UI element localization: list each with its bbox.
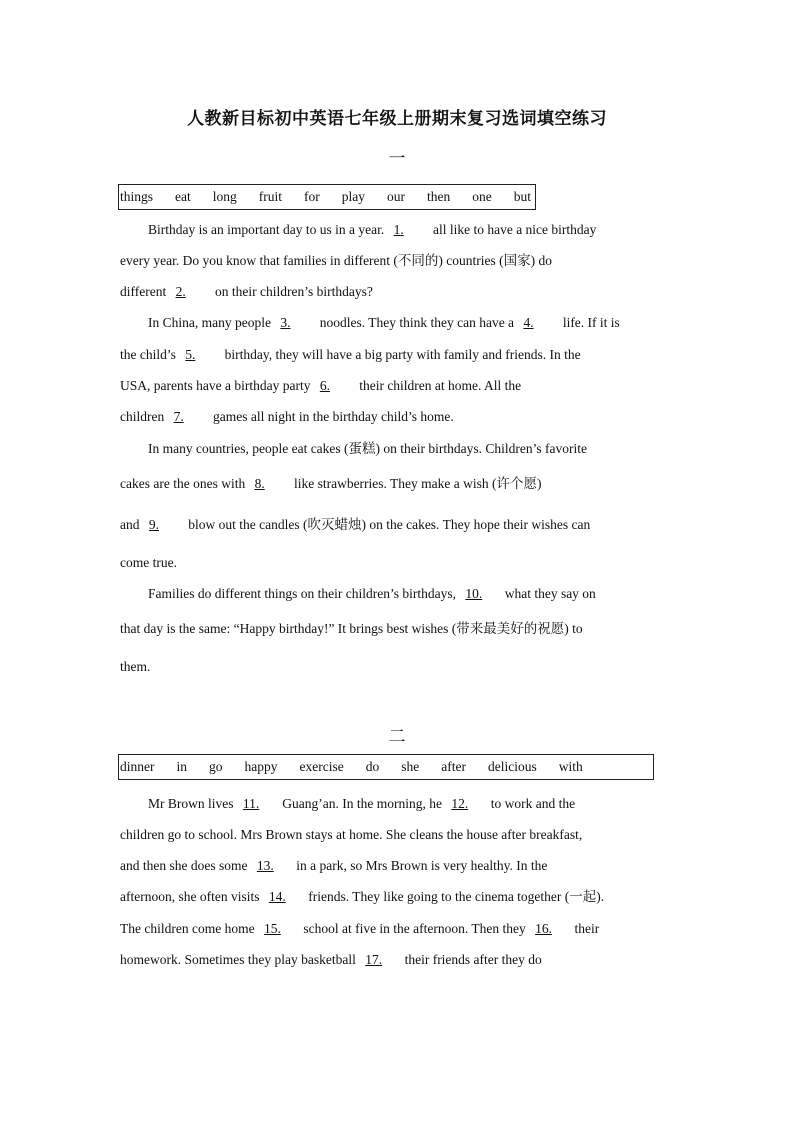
line-text: noodles. They think they can have a xyxy=(316,315,518,330)
line-text: different xyxy=(120,284,170,299)
word-bank-item: play xyxy=(341,189,366,204)
line-text: in a park, so Mrs Brown is very healthy. In the xyxy=(292,858,548,873)
word-bank-item: go xyxy=(209,759,223,774)
line-text: and xyxy=(120,517,143,532)
passage-line xyxy=(148,585,596,603)
word-bank-item: she xyxy=(401,759,420,774)
answer-blank: 9. xyxy=(148,517,159,532)
line-text: children xyxy=(120,409,168,424)
word-bank-item: one xyxy=(472,189,492,204)
line-text: children go to school. Mrs Brown stays at home. She cleans the house after breakfast, xyxy=(120,827,583,842)
passage-line xyxy=(148,314,620,332)
passage-line xyxy=(120,888,604,906)
answer-blank: 5. xyxy=(185,347,196,362)
word-bank-item: for xyxy=(304,189,320,204)
word-bank-1 xyxy=(118,184,536,210)
line-text: birthday, they will have a big party with family and friends. In the xyxy=(221,347,581,362)
line-text: afternoon, she often visits xyxy=(120,889,263,904)
word-bank-item: eat xyxy=(175,189,191,204)
line-text: Guang’an. In the morning, he xyxy=(278,796,446,811)
line-text: life. If it is xyxy=(559,315,620,330)
passage-line xyxy=(120,283,373,301)
line-text: every year. Do you know that families in different (不同的) countries (国家) do xyxy=(120,253,553,268)
line-text: The children come home xyxy=(120,921,258,936)
passage-line xyxy=(120,252,552,270)
line-text: them. xyxy=(120,659,151,674)
word-bank-item: exercise xyxy=(299,759,344,774)
word-bank-item: happy xyxy=(244,759,278,774)
word-bank-item: but xyxy=(513,189,532,204)
line-text: games all night in the birthday child’s home. xyxy=(209,409,454,424)
line-text: friends. They like going to the cinema together (一起). xyxy=(304,889,605,904)
line-text: homework. Sometimes they play basketball xyxy=(120,952,360,967)
line-text: come true. xyxy=(120,555,177,570)
passage-line xyxy=(120,346,581,364)
word-bank-item: do xyxy=(365,759,380,774)
passage-line xyxy=(120,516,590,534)
passage-line xyxy=(120,554,177,572)
answer-blank: 13. xyxy=(256,858,274,873)
answer-blank: 15. xyxy=(263,921,281,936)
word-bank-item: things xyxy=(120,189,154,204)
line-text: on their children’s birthdays? xyxy=(211,284,373,299)
answer-blank: 3. xyxy=(280,315,291,330)
line-text: In many countries, people eat cakes (蛋糕) on their birthdays. Children’s favorite xyxy=(148,441,587,456)
answer-blank: 11. xyxy=(242,796,260,811)
word-bank-item: after xyxy=(441,759,466,774)
line-text: like strawberries. They make a wish (许个愿) xyxy=(290,476,542,491)
passage-line xyxy=(120,620,583,638)
answer-blank: 1. xyxy=(393,222,404,237)
section-number-2: 二 xyxy=(388,727,406,747)
line-text: the child’s xyxy=(120,347,180,362)
passage-line xyxy=(120,826,582,844)
section-number-1: 一 xyxy=(388,149,406,169)
line-text: Families do different things on their children’s birthdays, xyxy=(148,586,460,601)
word-bank-2 xyxy=(118,754,654,780)
line-text: In China, many people xyxy=(148,315,275,330)
line-text: their children at home. All the xyxy=(355,378,522,393)
word-bank-item: fruit xyxy=(258,189,283,204)
word-bank-item: in xyxy=(176,759,188,774)
word-bank-item: then xyxy=(427,189,451,204)
line-text: USA, parents have a birthday party xyxy=(120,378,314,393)
line-text: Birthday is an important day to us in a year. xyxy=(148,222,388,237)
passage-line xyxy=(120,408,454,426)
line-text: blow out the candles (吹灭蜡烛) on the cakes. They hope their wishes can xyxy=(184,517,591,532)
answer-blank: 2. xyxy=(175,284,186,299)
word-bank-item: our xyxy=(387,189,406,204)
passage-line xyxy=(148,221,596,239)
passage-line xyxy=(120,377,521,395)
line-text: Mr Brown lives xyxy=(148,796,237,811)
answer-blank: 12. xyxy=(451,796,469,811)
answer-blank: 7. xyxy=(173,409,184,424)
word-bank-item: with xyxy=(558,759,583,774)
line-text: to work and the xyxy=(487,796,576,811)
answer-blank: 17. xyxy=(365,952,383,967)
passage-line xyxy=(120,857,547,875)
line-text: their xyxy=(571,921,600,936)
line-text: cakes are the ones with xyxy=(120,476,249,491)
line-text: what they say on xyxy=(501,586,596,601)
line-text: that day is the same: “Happy birthday!” It brings best wishes (带来最美好的祝愿) to xyxy=(120,621,583,636)
passage-line xyxy=(120,920,599,938)
answer-blank: 4. xyxy=(523,315,534,330)
answer-blank: 16. xyxy=(535,921,553,936)
line-text: their friends after they do xyxy=(401,952,542,967)
page-title: 人教新目标初中英语七年级上册期末复习选词填空练习 xyxy=(187,109,607,129)
line-text: all like to have a nice birthday xyxy=(429,222,597,237)
passage-line xyxy=(120,475,542,493)
passage-line xyxy=(148,440,587,458)
answer-blank: 14. xyxy=(268,889,286,904)
line-text: school at five in the afternoon. Then they xyxy=(299,921,530,936)
word-bank-item: long xyxy=(212,189,237,204)
answer-blank: 6. xyxy=(319,378,330,393)
word-bank-item: dinner xyxy=(120,759,155,774)
word-bank-item: delicious xyxy=(487,759,537,774)
passage-line xyxy=(120,658,150,676)
passage-line xyxy=(148,795,575,813)
answer-blank: 8. xyxy=(254,476,265,491)
answer-blank: 10. xyxy=(465,586,483,601)
line-text: and then she does some xyxy=(120,858,251,873)
passage-line xyxy=(120,951,542,969)
